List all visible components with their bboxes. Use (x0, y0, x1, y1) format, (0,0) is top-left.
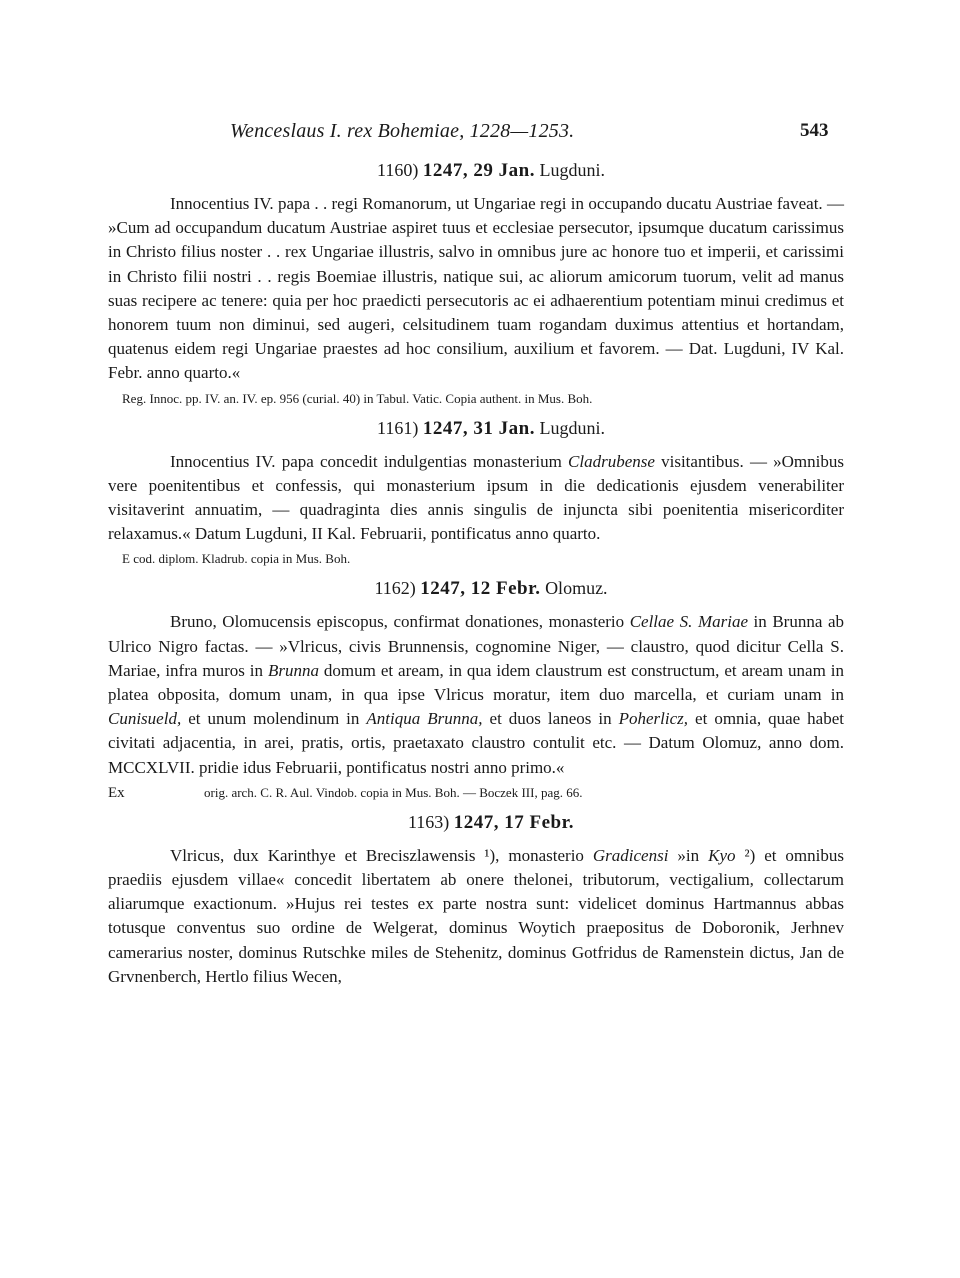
entry-date: 1247, 12 Febr. (420, 578, 541, 600)
entry-text-segment: Bruno, Olomucensis episcopus, confirmat donationes, monasterio (170, 612, 630, 632)
entry-number: 1161) (377, 417, 419, 438)
entry-date: 1247, 17 Febr. (453, 811, 575, 833)
entry-text-italic: Cladrubense (568, 451, 655, 471)
entry-text-segment: domum et aream, in qua idem claustrum est constructum, et aream unam in platea obposita, domum unam, in qua ipse Vlricus moratur, item duo marcella, et curiam unam in (108, 660, 844, 705)
entry-text-italic: Brunna (267, 660, 319, 680)
entry-text (108, 450, 844, 547)
entry-text-segment: in Brunna ab Ulrico Nigro factas. — »Vlricus, civis Brunnensis, cognomine Niger, — claustro, quod dicitur Cella S. Mariae, infra muros in (108, 612, 844, 680)
entry-1163 (108, 812, 844, 989)
entry-text (108, 610, 844, 779)
entry-text-segment: et unum molendinum in (181, 709, 367, 729)
entry-heading (108, 160, 844, 182)
entry-text-italic: Cunisueld, (108, 709, 182, 729)
entry-text-segment: Innocentius IV. papa . . regi Romanorum, ut Ungariae regi in occupando ducatu Austriae faveat. — »Cum ad occupandum ducatum Austriae aspiret tuus et ecclesiae persecutor, ipsumque ducatum carissimus in Christo filius noster . . rex Ungariae illustris, salvo in omnibus jure ac honore tuo et imperii, et carissimi in Christo filii nostri . . regis Boemiae illustris, natique sui, ac aliorum amicorum tuorum, velit ad manus suas recipere ac tenere: quia per hoc praedicti persecutoris ac ei adhaerentium potentiam minui credimus et honorem tuum non diminui, sed augeri, celsitudinem tuam rogandam duximus attentius et hortandam, quatenus eidem regi Ungariae praestes ad hoc consilium, auxilium et favorem. — Dat. Lugduni, IV Kal. Febr. anno quarto.« (108, 194, 844, 383)
entry-text-segment: et omnia, quae habet civitati adjacentia, in arei, pratis, ortis, praetaxato claustro contulit etc. — Datum Olomuz, anno dom. MCCXLVII. pridie idus Februarii, pontificatus nostri anno primo.« (108, 709, 844, 777)
entry-text-segment: »in (668, 845, 709, 865)
source-text: Reg. Innoc. pp. IV. an. IV. ep. 956 (curial. 40) in Tabul. Vatic. Copia authent. in Mus. Boh. (122, 390, 593, 406)
entry-number: 1162) (374, 578, 416, 599)
entry-place: Olomuz. (545, 578, 608, 599)
entry-text (108, 844, 844, 989)
entry-text-segment: et duos laneos in (482, 709, 619, 729)
page-body (108, 150, 844, 989)
running-head (0, 120, 960, 150)
entry-text-italic: Kyo (708, 845, 736, 865)
source-text: E cod. diplom. Kladrub. copia in Mus. Boh. (122, 551, 351, 567)
entry-1161 (108, 418, 844, 569)
entry-text-italic: Poherlicz, (618, 709, 689, 729)
running-title: Wenceslaus I. rex Bohemiae, 1228—1253. (230, 120, 575, 142)
entry-date: 1247, 29 Jan. (422, 160, 535, 181)
entry-text-italic: Antiqua Brunna, (366, 709, 483, 729)
entry-place: Lugduni. (539, 160, 605, 180)
entry-1162 (108, 578, 844, 801)
entry-text-segment: visitantibus. — »Omnibus vere poenitentibus et confessis, qui monasterium ipsum in die dedicationis ejusdem venerabiliter visitaverint annuatim, — quadraginta dies annis singulis de injuncta sibi poenitentia misericorditer relaxamus.« Datum Lugduni, II Kal. Februarii, pontificatus anno quarto. (108, 451, 844, 544)
entry-date: 1247, 31 Jan. (422, 417, 535, 439)
entry-heading (108, 578, 844, 600)
entry-heading (108, 812, 844, 834)
source-prefix: Ex (108, 784, 125, 801)
entry-source (108, 550, 844, 568)
entry-text-segment: ²) et omnibus praediis ejusdem villae« concedit libertatem ab onere thelonei, tributorum, vectigalium, collectarum aliarumque exactionum. »Hujus rei testes ex parte nostra sunt: videlicet dominus Hartmannus abbas totusque conventus suo ordine de Welgerat, dominus Woytich praepositus de Doboronik, Jerhnev camerarius noster, dominus Rutschke miles de Stehenitz, dominus Gotfridus de Ramenstein dictus, Jan de Grvnenberch, Hertlo filius Wecen, (108, 845, 844, 986)
entry-number: 1163) (407, 811, 450, 832)
entry-1160 (108, 160, 844, 408)
entry-source (108, 390, 844, 408)
page-number: 543 (800, 120, 829, 141)
entry-text-segment: Innocentius IV. papa concedit indulgentias monasterium (170, 451, 569, 471)
entry-place: Lugduni. (539, 417, 605, 438)
entry-number: 1160) (377, 160, 419, 180)
source-text: orig. arch. C. R. Aul. Vindob. copia in Mus. Boh. — Boczek III, pag. 66. (204, 784, 583, 800)
entry-source (108, 784, 844, 802)
entry-text-segment: Vlricus, dux Karinthye et Breciszlawensis ¹), monasterio (170, 845, 593, 865)
entry-text-italic: Gradicensi (592, 845, 669, 865)
entry-text-italic: Cellae S. Mariae (629, 612, 748, 632)
entry-text (108, 192, 844, 386)
entry-heading (108, 418, 844, 440)
